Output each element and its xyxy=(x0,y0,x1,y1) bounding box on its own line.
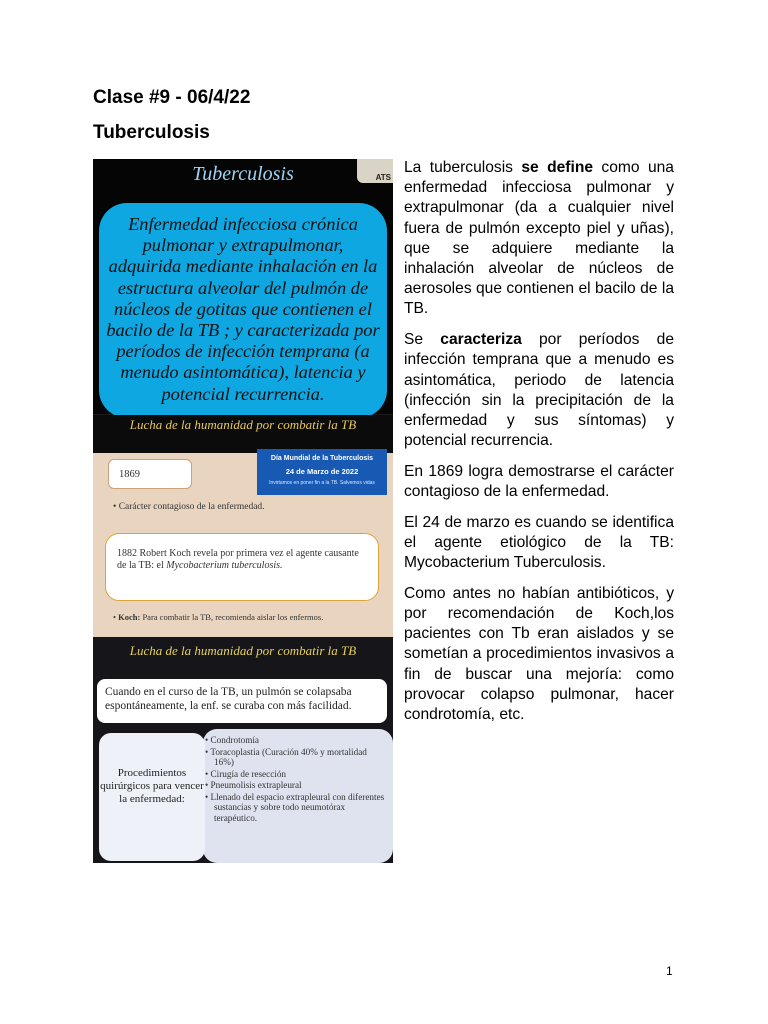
p1-part-a: La tuberculosis xyxy=(404,159,522,176)
procedures-list xyxy=(205,735,385,824)
koch-text xyxy=(117,548,367,572)
slide2-title: Lucha de la humanidad por combatir la TB xyxy=(129,417,357,432)
slide3-title: Lucha de la humanidad por combatir la TB xyxy=(129,643,357,658)
procedures-label: Procedimientos quirúrgicos para vencer la enfermedad: xyxy=(100,767,204,805)
slide-history-1 xyxy=(93,415,393,637)
tb-day-badge xyxy=(257,449,387,495)
paragraph-treatment: Como antes no habían antibióticos, y por recomendación de Koch,los pacientes con Tb eran aislados y se sometían a procedimientos invasivos a fin de buscar una mejoría: como provocar colapso pulmonar, hacer condrotomía, etc. xyxy=(404,584,674,724)
paragraph-1869: En 1869 logra demostrarse el carácter contagioso de la enfermedad. xyxy=(404,462,674,501)
koch-bullet-text: Para combatir la TB, recomienda aislar los enfermos. xyxy=(140,612,324,622)
contagion-bullet: • Carácter contagioso de la enfermedad. xyxy=(113,502,265,512)
koch-bullet: • Koch: Para combatir la TB, recomienda aislar los enfermos. xyxy=(113,612,324,622)
slide-history-2 xyxy=(93,637,393,863)
p2-part-a: Se xyxy=(404,331,441,349)
p2-part-b: caracteriza xyxy=(440,331,522,349)
badge-line-2: 24 de Marzo de 2022 xyxy=(285,467,359,476)
p1-part-b: se define xyxy=(521,159,594,176)
list-item: • Pneumolisis extrapleural xyxy=(205,780,302,790)
year-box: 1869 xyxy=(108,459,192,489)
list-item: • Condrotomía xyxy=(205,735,259,745)
list-item: • Llenado del espacio extrapleural con diferentes sustancias y sobre todo neumotórax terapéutico. xyxy=(205,791,385,823)
body-text xyxy=(404,158,674,736)
paragraph-definition xyxy=(404,158,674,320)
badge-line-3: Invirtamos en poner fin a la TB. Salvemos vidas xyxy=(269,480,375,486)
page-heading: Clase #9 - 06/4/22 xyxy=(93,87,251,108)
page-subheading: Tuberculosis xyxy=(93,122,210,143)
slide1-title: Tuberculosis xyxy=(192,163,294,185)
p1-part-c: como una enfermedad infecciosa pulmonar y extrapulmonar (da a cualquier nivel fuera de pulmón excepto piel y uñas), que se adquiere mediante la inhalación alveolar de núcleos de aerosoles que contienen el bacilo de la TB. xyxy=(404,159,674,318)
paragraph-characteristics xyxy=(404,330,674,451)
koch-bullet-label: Koch: xyxy=(118,612,141,622)
koch-text-main: 1882 Robert Koch revela por primera vez el agente causante de la TB: el xyxy=(117,548,359,571)
p2-part-c: por períodos de infección temprana que a menudo es asintomática, periodo de latencia (infección sin la precipitación de la enfermedad y sus síntomas) y potencial recurrencia. xyxy=(404,331,674,450)
ats-logo: ATS xyxy=(357,159,393,183)
list-item: • Cirugía de resección xyxy=(205,768,287,779)
slides-image xyxy=(93,159,393,863)
page-number: 1 xyxy=(666,964,673,978)
list-item: • Toracoplastia (Curación 40% y mortalidad 16%) xyxy=(205,746,367,767)
collapse-text: Cuando en el curso de la TB, un pulmón se colapsaba espontáneamente, la enf. se curaba con más facilidad. xyxy=(105,686,352,712)
definition-text: Enfermedad infecciosa crónica pulmonar y extrapulmonar, adquirida mediante inhalación en la estructura alveolar del pulmón de núcleos de gotitas que contienen el bacilo de la TB ; y caracterizada por períodos de infección temprana (a menudo asintomática), latencia y potencial recurrencia. xyxy=(106,214,380,404)
badge-line-1: Día Mundial de la Tuberculosis xyxy=(270,455,374,462)
koch-text-species: Mycobacterium tuberculosis. xyxy=(166,560,283,571)
paragraph-march-24: El 24 de marzo es cuando se identifica el agente etiológico de la TB: Mycobacterium Tuberculosis. xyxy=(404,513,674,572)
